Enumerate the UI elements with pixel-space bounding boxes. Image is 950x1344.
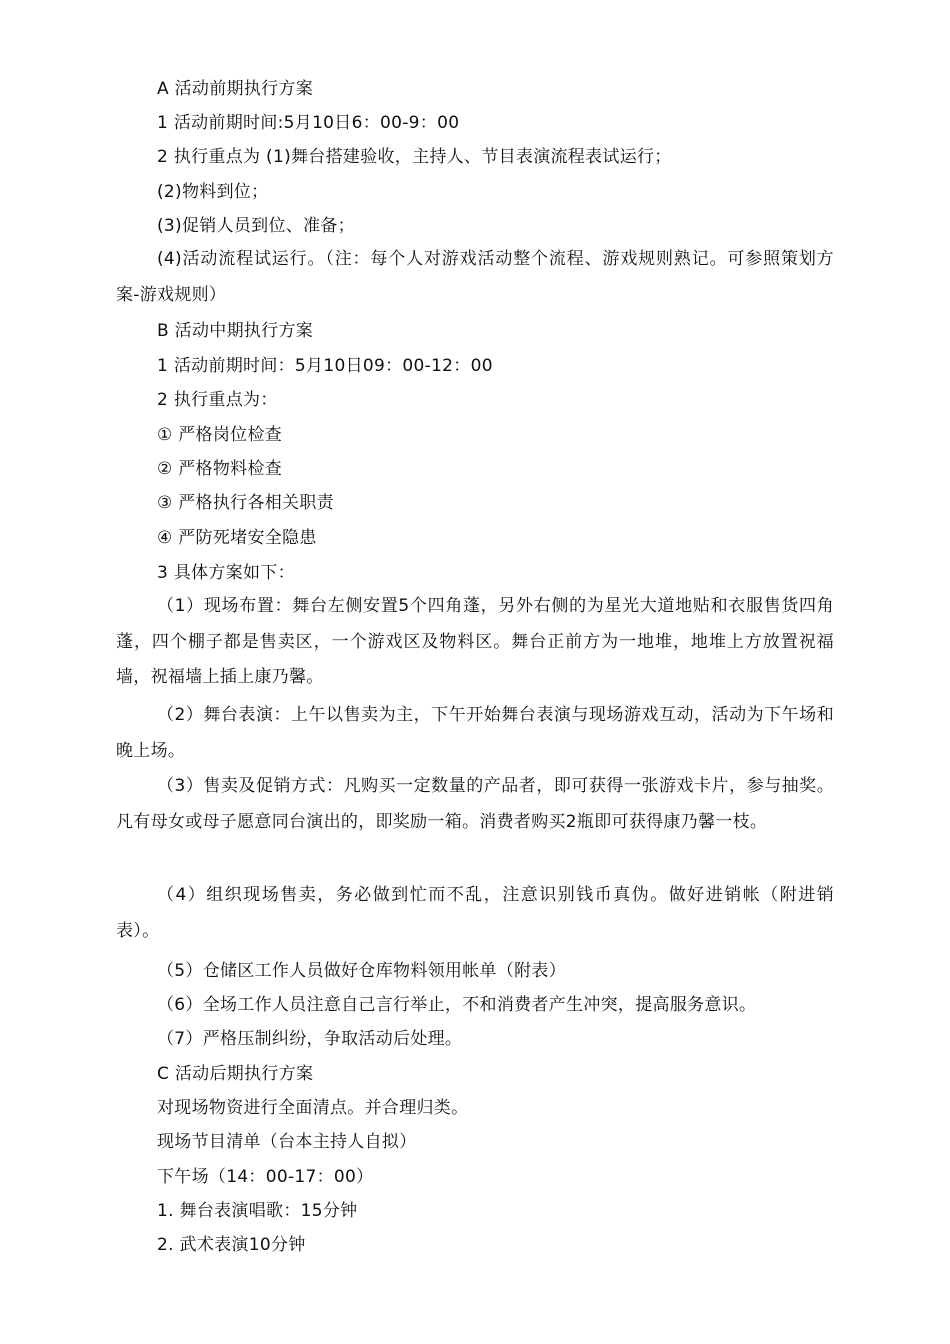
section-a-item-2: (2)物料到位； [157, 182, 269, 202]
plan-item-3: （3）售卖及促销方式：凡购买一定数量的产品者，即可获得一张游戏卡片，参与抽奖。凡有母女或母子愿意同台演出的，即奖励一箱。消费者购买2瓶即可获得康乃馨一枝。 [116, 776, 834, 832]
program-list-title: 现场节目清单（台本主持人自拟） [157, 1132, 417, 1152]
plan-item-5: （5）仓储区工作人员做好仓库物料领用帐单（附表） [157, 961, 567, 981]
section-a-time: 1 活动前期时间:5月10日6：00-9：00 [157, 113, 460, 133]
section-a-heading: A 活动前期执行方案 [157, 79, 314, 99]
program-item-1: 1. 舞台表演唱歌：15分钟 [157, 1201, 358, 1221]
section-b-check-3: ③ 严格执行各相关职责 [157, 493, 334, 513]
plan-item-4: （4）组织现场售卖，务必做到忙而不乱，注意识别钱币真伪。做好进销帐（附进销表）。 [116, 885, 834, 941]
plan-item-1: （1）现场布置：舞台左侧安置5个四角蓬，另外右侧的为星光大道地贴和衣服售货四角蓬，四个棚子都是售卖区，一个游戏区及物料区。舞台正前方为一地堆，地堆上方放置祝福墙，祝福墙上插上康乃馨。 [116, 596, 834, 687]
section-b-check-4: ④ 严防死堵安全隐患 [157, 528, 317, 548]
plan-item-2: （2）舞台表演：上午以售卖为主，下午开始舞台表演与现场游戏互动，活动为下午场和晚上场。 [116, 705, 834, 761]
section-b-focus: 2 执行重点为： [157, 390, 278, 410]
section-c-heading: C 活动后期执行方案 [157, 1064, 314, 1084]
plan-item-6: （6）全场工作人员注意自己言行举止，不和消费者产生冲突，提高服务意识。 [157, 995, 757, 1015]
section-b-plan-heading: 3 具体方案如下： [157, 563, 295, 583]
plan-item-7: （7）严格压制纠纷，争取活动后处理。 [157, 1029, 463, 1049]
section-a-item-3: (3)促销人员到位、准备； [157, 216, 355, 236]
section-b-time: 1 活动前期时间：5月10日09：00-12：00 [157, 356, 493, 376]
section-b-heading: B 活动中期执行方案 [157, 321, 314, 341]
afternoon-session: 下午场（14：00-17：00） [157, 1167, 374, 1187]
section-b-check-1: ① 严格岗位检查 [157, 425, 283, 445]
section-a-item-4: (4)活动流程试运行。（注：每个人对游戏活动整个流程、游戏规则熟记。可参照策划方案-游戏规则） [116, 249, 834, 305]
section-a-focus: 2 执行重点为 (1)舞台搭建验收，主持人、节目表演流程表试运行； [157, 147, 672, 167]
program-item-2: 2. 武术表演10分钟 [157, 1235, 306, 1255]
section-c-body: 对现场物资进行全面清点。并合理归类。 [157, 1098, 469, 1118]
section-b-check-2: ② 严格物料检查 [157, 459, 283, 479]
